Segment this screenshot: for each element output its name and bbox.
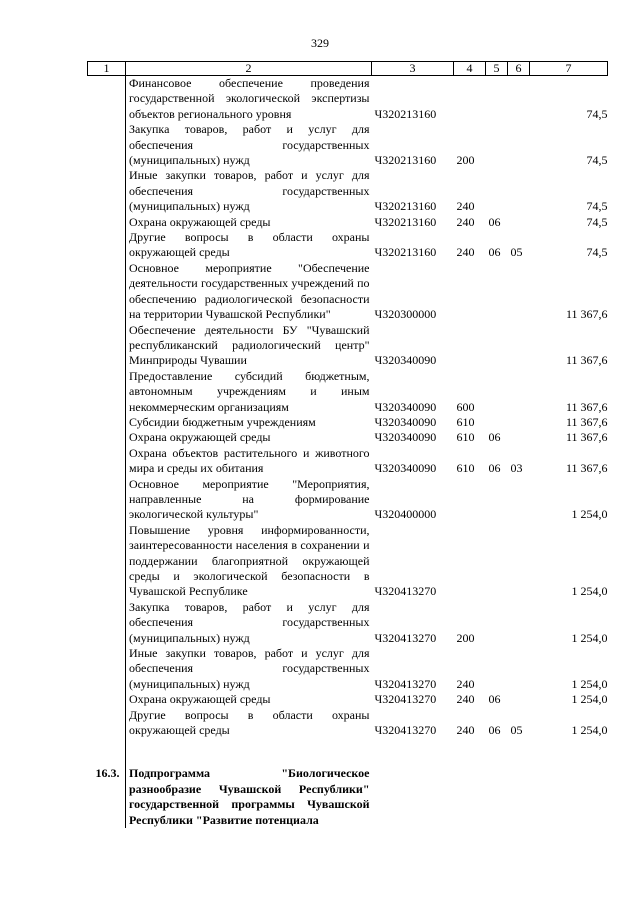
row-name: Повышение уровня информированности, заинтересованности населения в сохранении и поддержании благоприятной окружающей среды и экологической безопасности в Чувашской Республике: [129, 522, 370, 599]
row-section: [486, 369, 508, 415]
row-name: Охрана объектов растительного и животного мира и среды их обитания: [129, 445, 370, 476]
row-expense-type: 200: [456, 630, 475, 645]
row-amount: 74,5: [586, 245, 608, 260]
row-code: Ч320413270: [374, 692, 437, 707]
row-subsection: [508, 168, 530, 214]
row-code: Ч320213160: [374, 153, 437, 168]
column-header-6: 6: [508, 62, 530, 76]
table-body: [88, 76, 608, 829]
row-amount: 1 254,0: [571, 584, 608, 599]
row-number-cell: [88, 430, 126, 445]
table-row: [88, 708, 608, 739]
row-expense-type: 610: [456, 430, 475, 445]
table-row: [88, 168, 608, 214]
row-section: [486, 415, 508, 430]
row-section: [486, 477, 508, 523]
row-amount: 11 367,6: [565, 399, 608, 414]
row-number-cell: [88, 692, 126, 707]
empty-cell: [372, 738, 454, 828]
row-amount: 11 367,6: [565, 414, 608, 429]
row-subsection: [508, 477, 530, 523]
row-expense-type: 240: [456, 692, 475, 707]
row-subsection: [508, 692, 530, 707]
table-row: [88, 76, 608, 123]
row-amount: 11 367,6: [565, 307, 608, 322]
row-number-cell: [88, 122, 126, 168]
row-section: [486, 323, 508, 369]
row-amount: 74,5: [586, 199, 608, 214]
row-section: [486, 76, 508, 123]
row-expense-type: [454, 523, 486, 600]
row-number-cell: [88, 600, 126, 646]
row-amount: 1 254,0: [571, 507, 608, 522]
table-row: [88, 600, 608, 646]
row-subsection: 03: [510, 461, 523, 476]
table-row: [88, 323, 608, 369]
row-amount: 11 367,6: [565, 461, 608, 476]
row-expense-type: 610: [456, 461, 475, 476]
row-expense-type: [454, 323, 486, 369]
row-expense-type: 200: [456, 153, 475, 168]
row-code: Ч320213160: [374, 214, 437, 229]
row-code: Ч320413270: [374, 630, 437, 645]
row-code: Ч320213160: [374, 199, 437, 214]
table-row: [88, 261, 608, 323]
row-amount: 1 254,0: [571, 630, 608, 645]
row-expense-type: 240: [456, 214, 475, 229]
row-number-cell: [88, 415, 126, 430]
row-amount: 1 254,0: [571, 676, 608, 691]
row-subsection: [508, 415, 530, 430]
row-number-cell: [88, 215, 126, 230]
row-subsection: [508, 215, 530, 230]
row-code: Ч320413270: [374, 676, 437, 691]
row-number-cell: [88, 646, 126, 692]
row-section: 06: [488, 430, 501, 445]
section-row: [88, 738, 608, 828]
row-name: Охрана окружающей среды: [129, 430, 271, 445]
row-code: Ч320213160: [374, 106, 437, 121]
row-amount: 11 367,6: [565, 353, 608, 368]
row-subsection: 05: [510, 723, 523, 738]
row-number-cell: [88, 76, 126, 123]
row-number-cell: [88, 323, 126, 369]
column-header-1: 1: [88, 62, 126, 76]
row-code: Ч320400000: [374, 507, 437, 522]
row-name: Другие вопросы в области охраны окружающей среды: [129, 707, 370, 738]
row-number-cell: [88, 523, 126, 600]
row-section: 06: [488, 692, 501, 707]
row-number-cell: [88, 168, 126, 214]
table-row: [88, 215, 608, 230]
row-code: Ч320340090: [374, 430, 437, 445]
row-subsection: [508, 646, 530, 692]
row-name: Субсидии бюджетным учреждениям: [129, 414, 316, 429]
empty-cell: [508, 738, 530, 828]
row-name: Закупка товаров, работ и услуг для обеспечения государственных (муниципальных) нужд: [129, 599, 370, 645]
row-number-cell: [88, 369, 126, 415]
row-expense-type: [454, 76, 486, 123]
row-code: Ч320213160: [374, 245, 437, 260]
column-header-2: 2: [126, 62, 372, 76]
column-header-4: 4: [454, 62, 486, 76]
row-section: 06: [488, 461, 501, 476]
row-name: Иные закупки товаров, работ и услуг для обеспечения государственных (муниципальных) нужд: [129, 646, 370, 691]
row-code: Ч320413270: [374, 723, 437, 738]
section-title: Подпрограмма "Биологическое разнообразие Чувашской Республики" государственной программы Чувашской Республики "Развитие потенциала: [129, 766, 370, 827]
row-section: 06: [488, 723, 501, 738]
row-subsection: 05: [510, 245, 523, 260]
row-amount: 74,5: [586, 214, 608, 229]
row-number-cell: [88, 261, 126, 323]
table-row: [88, 415, 608, 430]
row-name: Обеспечение деятельности БУ "Чувашский республиканский радиологический центр" Минприроды Чувашии: [129, 322, 370, 368]
table-row: [88, 523, 608, 600]
row-name: Иные закупки товаров, работ и услуг для обеспечения государственных (муниципальных) нужд: [129, 168, 370, 214]
row-code: Ч320340090: [374, 399, 437, 414]
row-code: Ч320340090: [374, 353, 437, 368]
row-section: [486, 122, 508, 168]
row-number-cell: [88, 230, 126, 261]
row-amount: 74,5: [586, 153, 608, 168]
row-amount: 1 254,0: [571, 692, 608, 707]
row-expense-type: 610: [456, 414, 475, 429]
row-section: 06: [488, 245, 501, 260]
row-expense-type: [454, 261, 486, 323]
row-subsection: [508, 600, 530, 646]
column-header-7: 7: [530, 62, 608, 76]
row-expense-type: 240: [456, 723, 475, 738]
row-code: Ч320300000: [374, 307, 437, 322]
row-subsection: [508, 430, 530, 445]
budget-table: [87, 61, 608, 828]
empty-cell: [486, 738, 508, 828]
table-row: [88, 122, 608, 168]
row-subsection: [508, 261, 530, 323]
row-code: Ч320413270: [374, 584, 437, 599]
section-number: 16.3.: [88, 738, 126, 828]
page-number: 329: [311, 36, 329, 50]
row-expense-type: 240: [456, 245, 475, 260]
row-amount: 74,5: [586, 106, 608, 121]
table-row: [88, 446, 608, 477]
table-row: [88, 692, 608, 707]
row-subsection: [508, 369, 530, 415]
row-amount: 1 254,0: [571, 723, 608, 738]
row-subsection: [508, 76, 530, 123]
row-expense-type: [454, 477, 486, 523]
header-row: [88, 62, 608, 76]
table-row: [88, 230, 608, 261]
row-expense-type: 240: [456, 199, 475, 214]
row-expense-type: 240: [456, 676, 475, 691]
row-number-cell: [88, 477, 126, 523]
row-section: 06: [488, 214, 501, 229]
table-row: [88, 646, 608, 692]
row-number-cell: [88, 708, 126, 739]
row-name: Охрана окружающей среды: [129, 692, 271, 707]
row-subsection: [508, 122, 530, 168]
row-section: [486, 523, 508, 600]
row-amount: 11 367,6: [565, 430, 608, 445]
row-name: Закупка товаров, работ и услуг для обеспечения государственных (муниципальных) нужд: [129, 122, 370, 168]
table-row: [88, 430, 608, 445]
row-subsection: [508, 523, 530, 600]
row-name: Охрана окружающей среды: [129, 214, 271, 229]
row-section: [486, 646, 508, 692]
row-subsection: [508, 323, 530, 369]
column-header-5: 5: [486, 62, 508, 76]
empty-cell: [454, 738, 486, 828]
row-name: Предоставление субсидий бюджетным, автономным учреждениям и иным некоммерческим организациям: [129, 368, 370, 414]
row-section: [486, 261, 508, 323]
empty-cell: [530, 738, 608, 828]
row-section: [486, 168, 508, 214]
row-code: Ч320340090: [374, 461, 437, 476]
row-expense-type: 600: [456, 399, 475, 414]
row-name: Финансовое обеспечение проведения государственной экологической экспертизы объектов регионального уровня: [129, 76, 370, 121]
row-name: Основное мероприятие "Мероприятия, направленные на формирование экологической культуры": [129, 476, 370, 522]
row-name: Другие вопросы в области охраны окружающей среды: [129, 230, 370, 260]
row-name: Основное мероприятие "Обеспечение деятельности государственных учреждений по обеспечению радиологической безопасности на территории Чувашской Республики": [129, 260, 370, 322]
table-row: [88, 477, 608, 523]
row-number-cell: [88, 446, 126, 477]
column-header-3: 3: [372, 62, 454, 76]
row-code: Ч320340090: [374, 414, 437, 429]
row-section: [486, 600, 508, 646]
table-row: [88, 369, 608, 415]
